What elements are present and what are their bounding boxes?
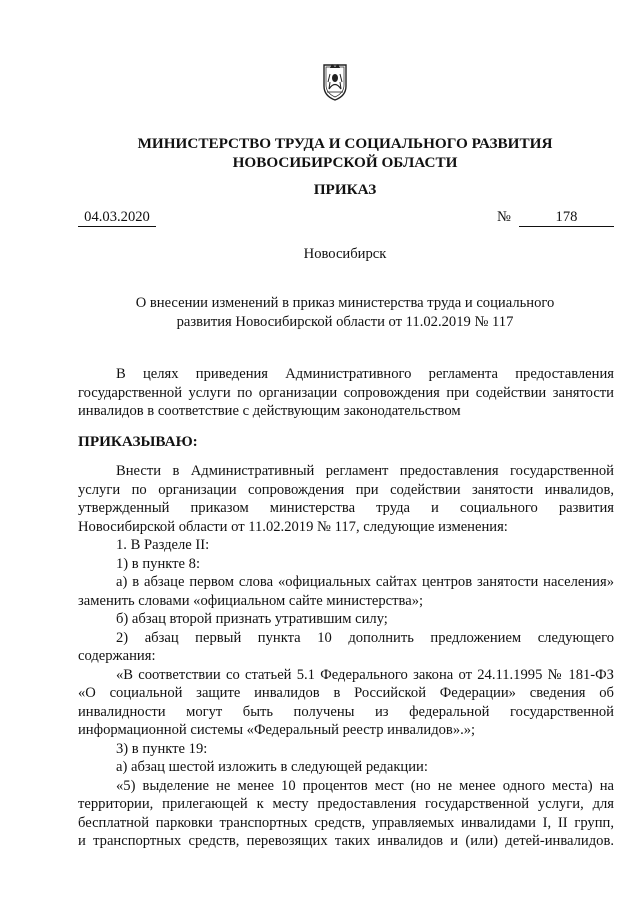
quote-line: инвалидности могут быть получены из федеральной государственной	[78, 703, 614, 720]
coat-of-arms-icon	[321, 62, 349, 102]
document-type: ПРИКАЗ	[313, 181, 377, 198]
item-point-19: 3) в пункте 19:	[116, 740, 208, 757]
city: Новосибирск	[303, 246, 387, 262]
body-line: Внести в Административный регламент предоставления государственной	[116, 463, 614, 479]
order-subject	[100, 294, 590, 332]
body-line: заменить словами «официальном сайте министерства»;	[78, 592, 424, 609]
body-line: утвержденный приказом министерства труда и социального развития	[78, 500, 614, 516]
order-body	[78, 462, 614, 851]
body-line: услуги по организации сопровождения при содействии занятости инвалидов,	[78, 481, 614, 498]
ministry-name-line-1: МИНИСТЕРСТВО ТРУДА И СОЦИАЛЬНОГО РАЗВИТИЯ	[137, 135, 553, 152]
item-point-8: 1) в пункте 8:	[116, 555, 201, 572]
quote-line: территории, прилегающей к месту предоставления государственной услуги, для	[78, 796, 614, 812]
quote-line: и транспортных средств, перевозящих таких инвалидов и (или) детей-инвалидов.	[78, 833, 614, 849]
order-date: 04.03.2020	[78, 208, 156, 227]
body-line: содержания:	[78, 648, 156, 664]
preamble-line: государственной услуги по организации сопровождения при содействии занятости	[78, 384, 614, 401]
order-number-sign: №	[497, 209, 511, 225]
body-line: Новосибирской области от 11.02.2019 № 117, следующие изменения:	[78, 518, 508, 535]
subject-line-1: О внесении изменений в приказ министерства труда и социального	[135, 295, 555, 311]
body-line: а) в абзаце первом слова «официальных сайтах центров занятости населения»	[116, 574, 614, 590]
body-line: а) абзац шестой изложить в следующей редакции:	[116, 759, 428, 775]
body-line: б) абзац второй признать утратившим силу;	[116, 611, 388, 627]
quote-line: «5) выделение не менее 10 процентов мест (но не менее одного места) на	[116, 777, 614, 794]
ministry-name	[60, 134, 630, 172]
quote-line: информационной системы «Федеральный реестр инвалидов».»;	[78, 722, 476, 738]
preamble-line: инвалидов в соответствие с действующим законодательством	[78, 403, 461, 419]
preamble	[78, 365, 614, 421]
preamble-line: В целях приведения Административного регламента предоставления	[116, 366, 614, 382]
ministry-name-line-2: НОВОСИБИРСКОЙ ОБЛАСТИ	[232, 154, 458, 171]
item-section-2: 1. В Разделе II:	[116, 537, 210, 553]
quote-line: бесплатной парковки транспортных средств, управляемых инвалидами I, II групп,	[78, 814, 614, 831]
quote-line: «В соответствии со статьей 5.1 Федерального закона от 24.11.1995 № 181-ФЗ	[116, 666, 614, 683]
decree-heading: ПРИКАЗЫВАЮ:	[78, 433, 198, 450]
order-number: 178	[519, 208, 614, 227]
subject-line-2: развития Новосибирской области от 11.02.2019 № 117	[176, 314, 514, 330]
quote-line: «О социальной защите инвалидов в Российской Федерации» сведения об	[78, 685, 614, 701]
body-line: 2) абзац первый пункта 10 дополнить предложением следующего	[116, 629, 614, 646]
